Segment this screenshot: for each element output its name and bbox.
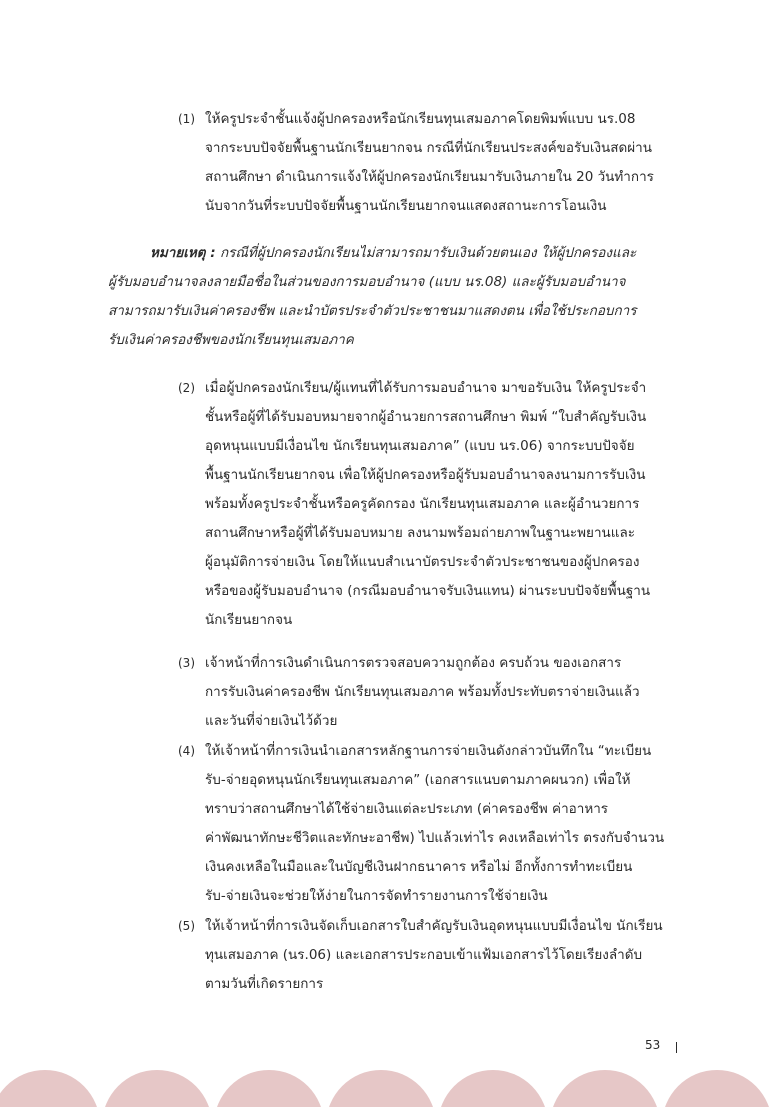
item-line: หรือของผู้รับมอบอำนาจ (กรณีมอบอำนาจรับเงินแทน) ผ่านระบบปัจจัยพื้นฐาน: [205, 583, 651, 599]
decorative-footer-circles: [0, 1070, 783, 1107]
item-line: พื้นฐานนักเรียนยากจน เพื่อให้ผู้ปกครองหรือผู้รับมอบอำนาจลงนามการรับเงิน: [205, 467, 646, 483]
note-block: [108, 239, 678, 355]
item-line: รับ-จ่ายเงินจะช่วยให้ง่ายในการจัดทำรายงานการใช้จ่ายเงิน: [205, 888, 548, 904]
item-line: ให้ครูประจำชั้นแจ้งผู้ปกครองหรือนักเรียนทุนเสมอภาคโดยพิมพ์แบบ นร.08: [205, 111, 636, 127]
item-number: (3): [178, 656, 195, 670]
item-line: เมื่อผู้ปกครองนักเรียน/ผู้แทนที่ได้รับการมอบอำนาจ มาขอรับเงิน ให้ครูประจำ: [205, 380, 647, 396]
item-line: รับ-จ่ายอุดหนุนนักเรียนทุนเสมอภาค” (เอกสารแนบตามภาคผนวก) เพื่อให้: [205, 772, 631, 788]
decorative-circle: [214, 1070, 324, 1107]
note-line: รับเงินค่าครองชีพของนักเรียนทุนเสมอภาค: [108, 332, 354, 348]
item-line: ค่าพัฒนาทักษะชีวิตและทักษะอาชีพ) ไปแล้วเท่าไร คงเหลือเท่าไร ตรงกับจำนวน: [205, 830, 665, 846]
item-line: นักเรียนยากจน: [205, 612, 293, 628]
list-item-1: [178, 105, 678, 221]
item-line: ทุนเสมอภาค (นร.06) และเอกสารประกอบเข้าแฟ้มเอกสารไว้โดยเรียงลำดับ: [205, 947, 643, 963]
item-line: อุดหนุนแบบมีเงื่อนไข นักเรียนทุนเสมอภาค” (แบบ นร.06) จากระบบปัจจัย: [205, 438, 635, 454]
note-first-text: กรณีที่ผู้ปกครองนักเรียนไม่สามารถมารับเงินด้วยตนเอง ให้ผู้ปกครองและ: [219, 245, 637, 261]
list-item-4: [178, 737, 678, 911]
item-line: ชั้นหรือผู้ที่ได้รับมอบหมายจากผู้อำนวยการสถานศึกษา พิมพ์ “ใบสำคัญรับเงิน: [205, 409, 647, 425]
decorative-circle: [0, 1070, 100, 1107]
item-line: ผู้อนุมัติการจ่ายเงิน โดยให้แนบสำเนาบัตรประจำตัวประชาชนของผู้ปกครอง: [205, 554, 640, 570]
decorative-circle: [662, 1070, 772, 1107]
decorative-circle: [102, 1070, 212, 1107]
item-line: การรับเงินค่าครองชีพ นักเรียนทุนเสมอภาค พร้อมทั้งประทับตราจ่ายเงินแล้ว: [205, 684, 640, 700]
item-line: เงินคงเหลือในมือและในบัญชีเงินฝากธนาคาร หรือไม่ อีกทั้งการทำทะเบียน: [205, 859, 633, 875]
page-number-divider: [676, 1042, 677, 1053]
item-line: ทราบว่าสถานศึกษาได้ใช้จ่ายเงินแต่ละประเภท (ค่าครองชีพ ค่าอาหาร: [205, 801, 609, 817]
note-first-line: [108, 239, 678, 268]
page-number: 53: [645, 1038, 661, 1052]
item-line: พร้อมทั้งครูประจำชั้นหรือครูคัดกรอง นักเรียนทุนเสมอภาค และผู้อำนวยการ: [205, 496, 640, 512]
note-label: หมายเหตุ :: [150, 245, 216, 261]
item-line: ตามวันที่เกิดรายการ: [205, 976, 324, 992]
decorative-circle: [326, 1070, 436, 1107]
item-number: (5): [178, 919, 195, 933]
item-line: นับจากวันที่ระบบปัจจัยพื้นฐานนักเรียนยากจนแสดงสถานะการโอนเงิน: [205, 198, 607, 214]
item-line: และวันที่จ่ายเงินไว้ด้วย: [205, 713, 338, 729]
item-line: ให้เจ้าหน้าที่การเงินจัดเก็บเอกสารใบสำคัญรับเงินอุดหนุนแบบมีเงื่อนไข นักเรียน: [205, 918, 663, 934]
list-item-5: [178, 912, 678, 999]
list-item-2: [178, 374, 678, 635]
item-line: เจ้าหน้าที่การเงินดำเนินการตรวจสอบความถูกต้อง ครบถ้วน ของเอกสาร: [205, 655, 622, 671]
item-number: (4): [178, 744, 195, 758]
decorative-circle: [438, 1070, 548, 1107]
decorative-circle: [550, 1070, 660, 1107]
note-line: สามารถมารับเงินค่าครองชีพ และนำบัตรประจำตัวประชาชนมาแสดงตน เพื่อใช้ประกอบการ: [108, 303, 637, 319]
item-line: สถานศึกษาหรือผู้ที่ได้รับมอบหมาย ลงนามพร้อมถ่ายภาพในฐานะพยานและ: [205, 525, 635, 541]
note-line: ผู้รับมอบอำนาจลงลายมือชื่อในส่วนของการมอบอำนาจ (แบบ นร.08) และผู้รับมอบอำนาจ: [108, 274, 626, 290]
item-number: (1): [178, 112, 195, 126]
item-line: ให้เจ้าหน้าที่การเงินนำเอกสารหลักฐานการจ่ายเงินดังกล่าวบันทึกใน “ทะเบียน: [205, 743, 652, 759]
list-item-3: [178, 649, 678, 736]
item-number: (2): [178, 381, 195, 395]
item-line: จากระบบปัจจัยพื้นฐานนักเรียนยากจน กรณีที่นักเรียนประสงค์ขอรับเงินสดผ่าน: [205, 140, 652, 156]
item-line: สถานศึกษา ดำเนินการแจ้งให้ผู้ปกครองนักเรียนมารับเงินภายใน 20 วันทำการ: [205, 169, 654, 185]
